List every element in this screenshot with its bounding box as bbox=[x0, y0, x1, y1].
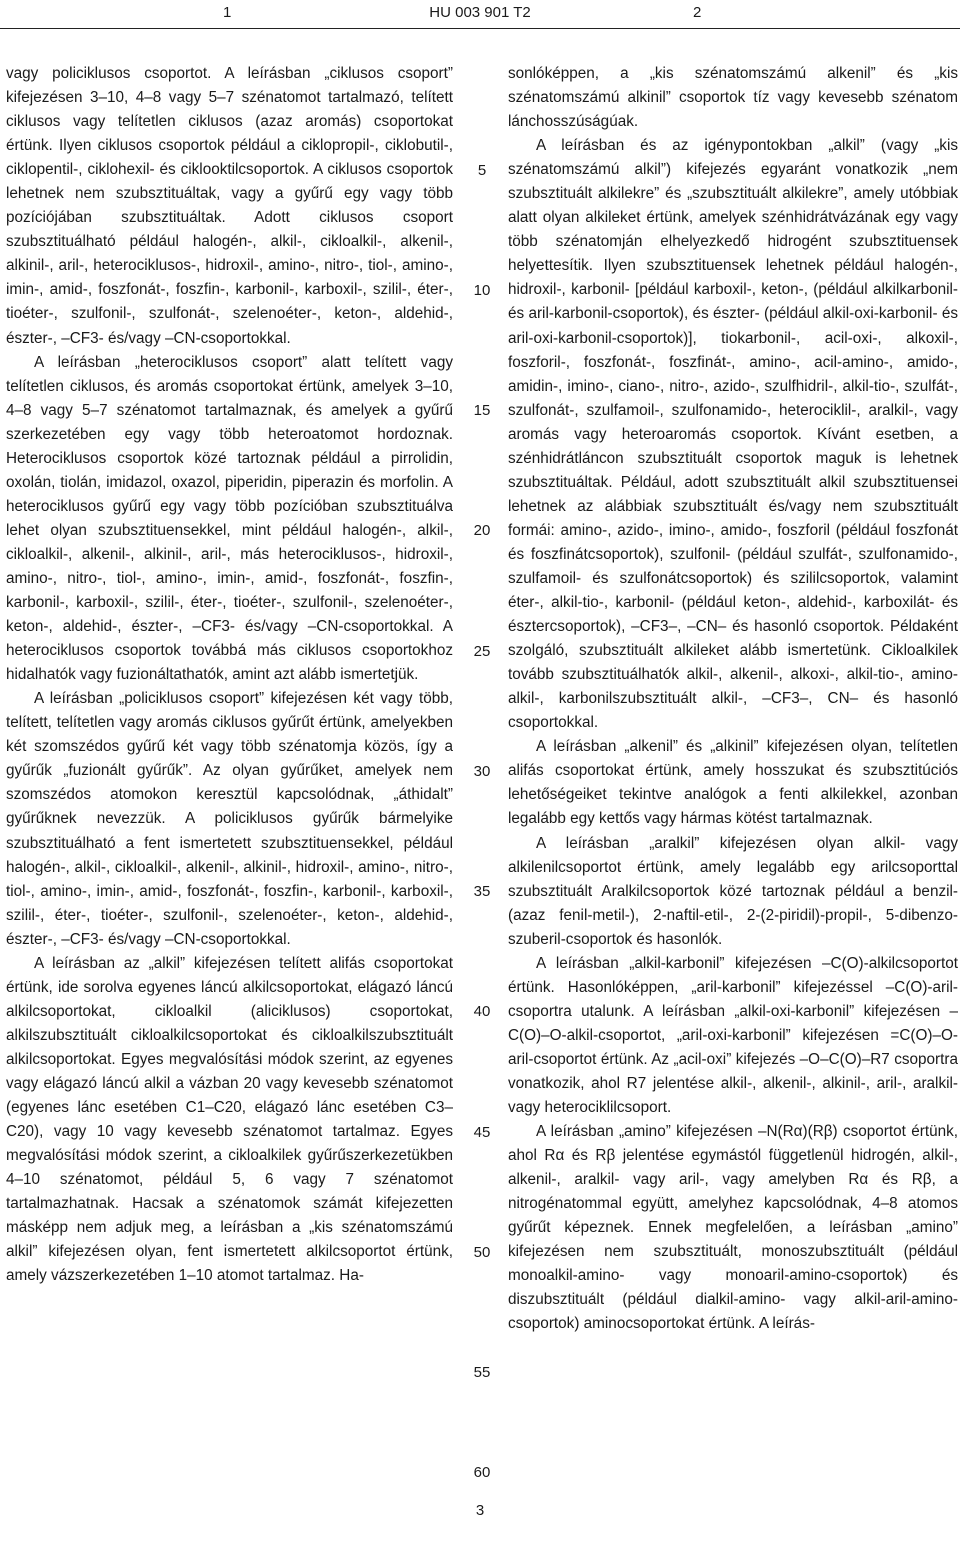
left-paragraph-1: vagy policiklusos csoportot. A leírásban „ciklusos csoport” kifejezésen 3–10, 4–8 vagy 5–7 szénatomot tartalmazó, telített ciklusos vagy telítetlen ciklusos (azaz aromás) csoportokat értünk. Ilyen ciklusos csoportok például a ciklopropil-, ciklobutil-, ciklopentil-, ciklohexil- és ciklooktilcsoportok. A ciklusos csoportok lehetnek nem szubsztituáltak, vagy a gyűrű egy vagy több pozíciójában szubsztituáltak. Adott ciklusos csoport szubsztituálható például halogén-, alkil-, cikloalkil-, alkenil-, alkinil-, aril-, heterociklusos-, hidroxil-, amino-, nitro-, tiol-, amino-, imin-, amid-, foszfonát-, foszfin-, karbonil-, karboxil-, szilil-, éter-, tioéter-, szulfonil-, szulfonát-, szelenoéter-, keton-, aldehid-, észter-, –CF3- és/vagy –CN-csoportokkal. bbox=[6, 65, 453, 347]
left-column bbox=[6, 62, 453, 1288]
header-rule bbox=[0, 28, 960, 29]
line-number: 50 bbox=[473, 1244, 491, 1261]
line-number: 45 bbox=[473, 1124, 491, 1141]
right-paragraph-1: sonlóképpen, a „kis szénatomszámú alkenil” és „kis szénatomszámú alkinil” csoportok tíz vagy kevesebb szénatom lánchosszúságúak. bbox=[508, 65, 958, 131]
line-number: 20 bbox=[473, 522, 491, 539]
left-paragraph-2: A leírásban „heterociklusos csoport” alatt telített vagy telítetlen ciklusos, és aromás csoportokat értünk, amelyek 3–10, 4–8 vagy 5–7 szénatomot tartalmaznak, és amelyek a gyűrű szerkezetében egy vagy több heteroatomot hordoznak. Heterociklusos csoportok közé tartoznak például a pirrolidin, oxolán, tiolán, imidazol, oxazol, piperidin, piperazin és morfolin. A heterociklusos gyűrű egy vagy több pozícióban szubsztituálva lehet olyan szubsztituensekkel, mint például halogén-, alkil-, cikloalkil-, alkenil-, alkinil-, aril-, más heterociklusos-, hidroxil-, amino-, nitro-, tiol-, amino-, imin-, amid-, foszfonát-, foszfin-, karbonil-, karboxil-, szilil-, éter-, tioéter-, szulfonil-, szelenoéter-, keton-, aldehid-, észter-, –CF3- és/vagy –CN-csoportokkal. A heterociklusos csoportok továbbá más ciklusos csoportokhoz hidalhatók vagy fuzionáltathatók, amint azt alább ismertetjük. bbox=[6, 353, 453, 684]
document-number: HU 003 901 T2 bbox=[429, 4, 531, 21]
right-paragraph-2: A leírásban és az igénypontokban „alkil” (vagy „kis szénatomszámú alkil”) kifejezés egyaránt vonatkozik „nem szubsztituált alkilekre” és „szubsztituált alkilekre”, amely utóbbiak alatt olyan alkileket értünk, amelyek szénhidrátvázának egy vagy több szénatomján elhelyezkedő hidrogént szubsztituensek helyettesítik. Ilyen szubsztituensek lehetnek például halogén-, hidroxil-, karbonil- [például karboxil-, keton-, (például alkilkarbonil- és aril-karbonil-csoportok), és észter- (például alkil-oxi-karbonil- és aril-oxi-karbonil-csoportok)], tiokarbonil-, acil-oxi-, alkoxil-, foszforil-, foszfonát-, foszfinát-, amino-, acil-amino-, amido-, amidin-, imino-, ciano-, nitro-, azido-, szulfhidril-, alkil-tio-, szulfát-, szulfonát-, szulfamoil-, szulfonamido-, heterociklil-, aralkil-, vagy aromás vagy heteroaromás csoportok. Kívánt esetben, a szénhidrátláncon szubsztituált csoportok maguk is lehetnek szubsztituáltak. Például, adott szubsztituált alkil szubsztituensei lehetnek az alábbiak szubsztituált és/vagy nem szubsztituált formái: amino-, azido-, imino-, amido-, foszforil (például foszfonát és foszfinátcsoportok), szulfonil- (például szulfát-, szulfonamido-, szulfamoil- és szulfonátcsoportok) és szililcsoportok, valamint éter-, alkil-tio-, karbonil- (például keton-, aldehid-, karboxilát- és észtercsoportok), –CF3–, –CN– és hasonló csoportok. Példaként szolgáló, szubsztituált alkileket alább ismertetünk. Cikloalkilek tovább szubsztituálhatók alkil-, alkenil-, alkoxi-, alkil-tio-, amino-alkil-, karbonilszubsztituált alkil-, –CF3–, CN– és hasonló csoportokkal. bbox=[508, 137, 958, 732]
right-paragraph-6: A leírásban „amino” kifejezésen –N(Rα)(Rβ) csoportot értünk, ahol Rα és Rβ jelentése egymástól függetlenül hidrogén, alkil-, alkenil-, aralkil- vagy aril-, vagy amelyben Rα és Rβ, a nitrogénatommal együtt, amelyhez kapcsolódnak, 4–8 atomos gyűrűt képeznek. Ennek megfelelően, a leírásban „amino” kifejezésen nem szubsztituált, monoszubsztituált (például monoalkil-amino- vagy monoaril-amino-csoportok) és diszubsztituált (például dialkil-amino- vagy alkil-aril-amino-csoportok) aminocsoportokat értünk. A leírás- bbox=[508, 1123, 958, 1333]
right-column bbox=[508, 62, 958, 1336]
left-paragraph-4: A leírásban az „alkil” kifejezésen telített alifás csoportokat értünk, ide sorolva egyenes láncú alkilcsoportokat, elágazó láncú alkilcsoportokat, cikloalkil (aliciklusos) csoportokat, alkilszubsztituált cikloalkilcsoportokat és cikloalkilszubsztituált alkilcsoportokat. Egyes megvalósítási módok szerint, az egyenes vagy elágazó láncú alkil a vázban 20 vagy kevesebb szénatomot (egyenes lánc esetében C1–C20, elágazó lánc esetében C3–C20), vagy 10 vagy kevesebb szénatomot tartalmaz. Egyes megvalósítási módok szerint, a cikloalkilek gyűrűszerkezetükben 4–10 szénatomot, például 5, 6 vagy 7 szénatomot tartalmazhatnak. Hacsak a szénatomok számát kifejezetten másképp nem adjuk meg, a leírásban a „kis szénatomszámú alkil” kifejezésen olyan, fent ismertetett alkilcsoportot értünk, amely vázszerkezetében 1–10 atomot tartalmaz. Ha- bbox=[6, 954, 453, 1285]
right-paragraph-4: A leírásban „aralkil” kifejezésen olyan alkil- vagy alkilenilcsoportot értünk, amely legalább egy arilcsoporttal szubsztituált Aralkilcsoportok közé tartoznak például a benzil- (azaz fenil-metil-), 2-naftil-etil-, 2-(2-piridil)-propil-, 5-dibenzo-szuberil-csoportok és hasonlók. bbox=[508, 834, 958, 948]
footer-page-number: 3 bbox=[475, 1502, 485, 1519]
line-number: 5 bbox=[477, 162, 487, 179]
line-number: 15 bbox=[473, 402, 491, 419]
line-number: 25 bbox=[473, 643, 491, 660]
right-page-number: 2 bbox=[693, 4, 702, 21]
line-number: 30 bbox=[473, 763, 491, 780]
right-paragraph-3: A leírásban „alkenil” és „alkinil” kifejezésen olyan, telítetlen alifás csoportokat értünk, amely hosszukat és szubsztitúciós lehetőségeiket tekintve analógok a fenti alkilekkel, azonban legalább egy kettős vagy hármas kötést tartalmaznak. bbox=[508, 738, 958, 828]
line-number: 55 bbox=[473, 1364, 491, 1381]
left-page-number: 1 bbox=[223, 4, 232, 21]
right-paragraph-5: A leírásban „alkil-karbonil” kifejezésen –C(O)-alkilcsoportot értünk. Hasonlóképpen, „aril-karbonil” kifejezéssel –C(O)-aril-csoportra utalunk. A leírásban „alkil-oxi-karbonil” kifejezésen –C(O)–O-alkil-csoportot, „aril-oxi-karbonil” kifejezésen =C(O)–O-aril-csoportot értünk. Az „acil-oxi” kifejezés –O–C(O)–R7 csoportra vonatkozik, ahol R7 jelentése alkil-, alkenil-, alkinil-, aril-, aralkil- vagy heterociklilcsoport. bbox=[508, 954, 958, 1117]
left-paragraph-3: A leírásban „policiklusos csoport” kifejezésen két vagy több, telített, telítetlen vagy aromás ciklusos gyűrűt értünk, amelyekben két szomszédos gyűrű két vagy több szénatomja közös, így a gyűrűk „fuzionált gyűrűk”. Az olyan gyűrűket, amelyek nem szomszédos atomokon keresztül kapcsolódnak, „áthidalt” gyűrűknek nevezzük. A policiklusos gyűrűk bármelyike szubsztituálható a fent ismertetett szubsztituensekkel, például halogén-, alkil-, cikloalkil-, alkenil-, alkinil-, hidroxil-, amino-, nitro-, tiol-, amino-, imin-, amid-, foszfonát-, foszfin-, karbonil-, karboxil-, szilil-, éter-, tioéter-, szulfonil-, szelenoéter-, keton-, aldehid-, észter-, –CF3- és/vagy –CN-csoportokkal. bbox=[6, 690, 453, 948]
line-number: 40 bbox=[473, 1003, 491, 1020]
line-number: 60 bbox=[473, 1464, 491, 1481]
line-number: 35 bbox=[473, 883, 491, 900]
line-number: 10 bbox=[473, 282, 491, 299]
